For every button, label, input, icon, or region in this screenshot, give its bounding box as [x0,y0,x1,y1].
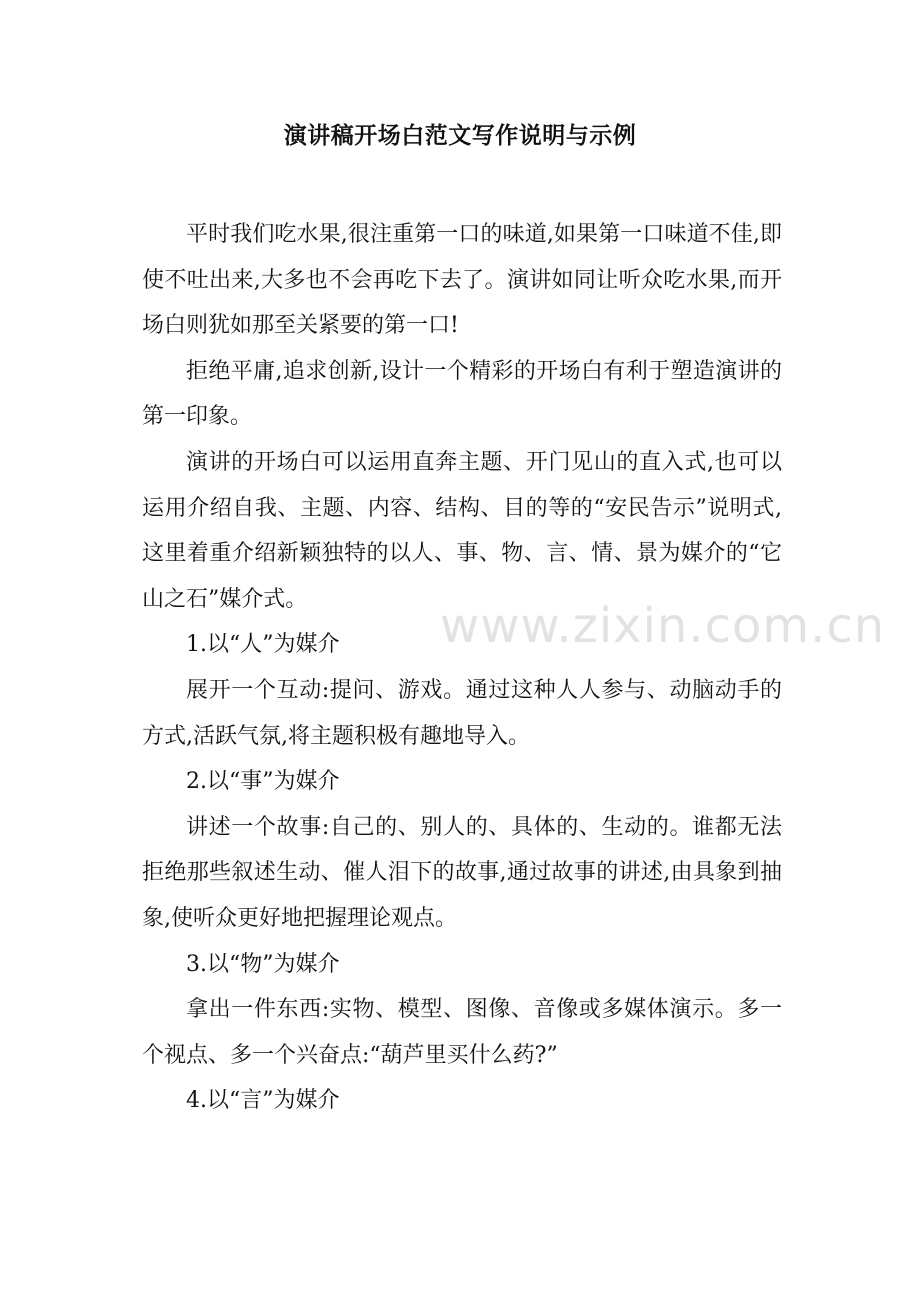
document-body [142,212,782,1124]
paragraph-innovation: 拒绝平庸,追求创新,设计一个精彩的开场白有利于塑造演讲的第一印象。 [142,358,782,430]
section-heading-words: 4.以“言”为媒介 [186,1088,340,1114]
watermark: www.zixin.com.cn [440,598,886,654]
paragraph-interaction: 展开一个互动:提问、游戏。通过这种人人参与、动脑动手的方式,活跃气氛,将主题积极有趣地导入。 [142,677,782,749]
section-heading-event: 2.以“事”为媒介 [186,769,340,795]
document-title: 演讲稿开场白范文写作说明与示例 [283,122,637,149]
section-heading-person: 1.以“人”为媒介 [186,632,340,658]
section-heading-object: 3.以“物”为媒介 [186,951,340,977]
paragraph-object: 拿出一件东西:实物、模型、图像、音像或多媒体演示。多一个视点、多一个兴奋点:“葫芦里买什么药?” [142,997,782,1068]
paragraph-story: 讲述一个故事:自己的、别人的、具体的、生动的。谁都无法拒绝那些叙述生动、催人泪下的故事,通过故事的讲述,由具象到抽象,使听众更好地把握理论观点。 [142,814,782,931]
paragraph-intro: 平时我们吃水果,很注重第一口的味道,如果第一口味道不佳,即使不吐出来,大多也不会再吃下去了。演讲如同让听众吃水果,而开场白则犹如那至关紧要的第一口! [142,222,782,339]
paragraph-methods: 演讲的开场白可以运用直奔主题、开门见山的直入式,也可以运用介绍自我、主题、内容、结构、目的等的“安民告示”说明式,这里着重介绍新颖独特的以人、事、物、言、情、景为媒介的“它山之石”媒介式。 [142,449,782,612]
